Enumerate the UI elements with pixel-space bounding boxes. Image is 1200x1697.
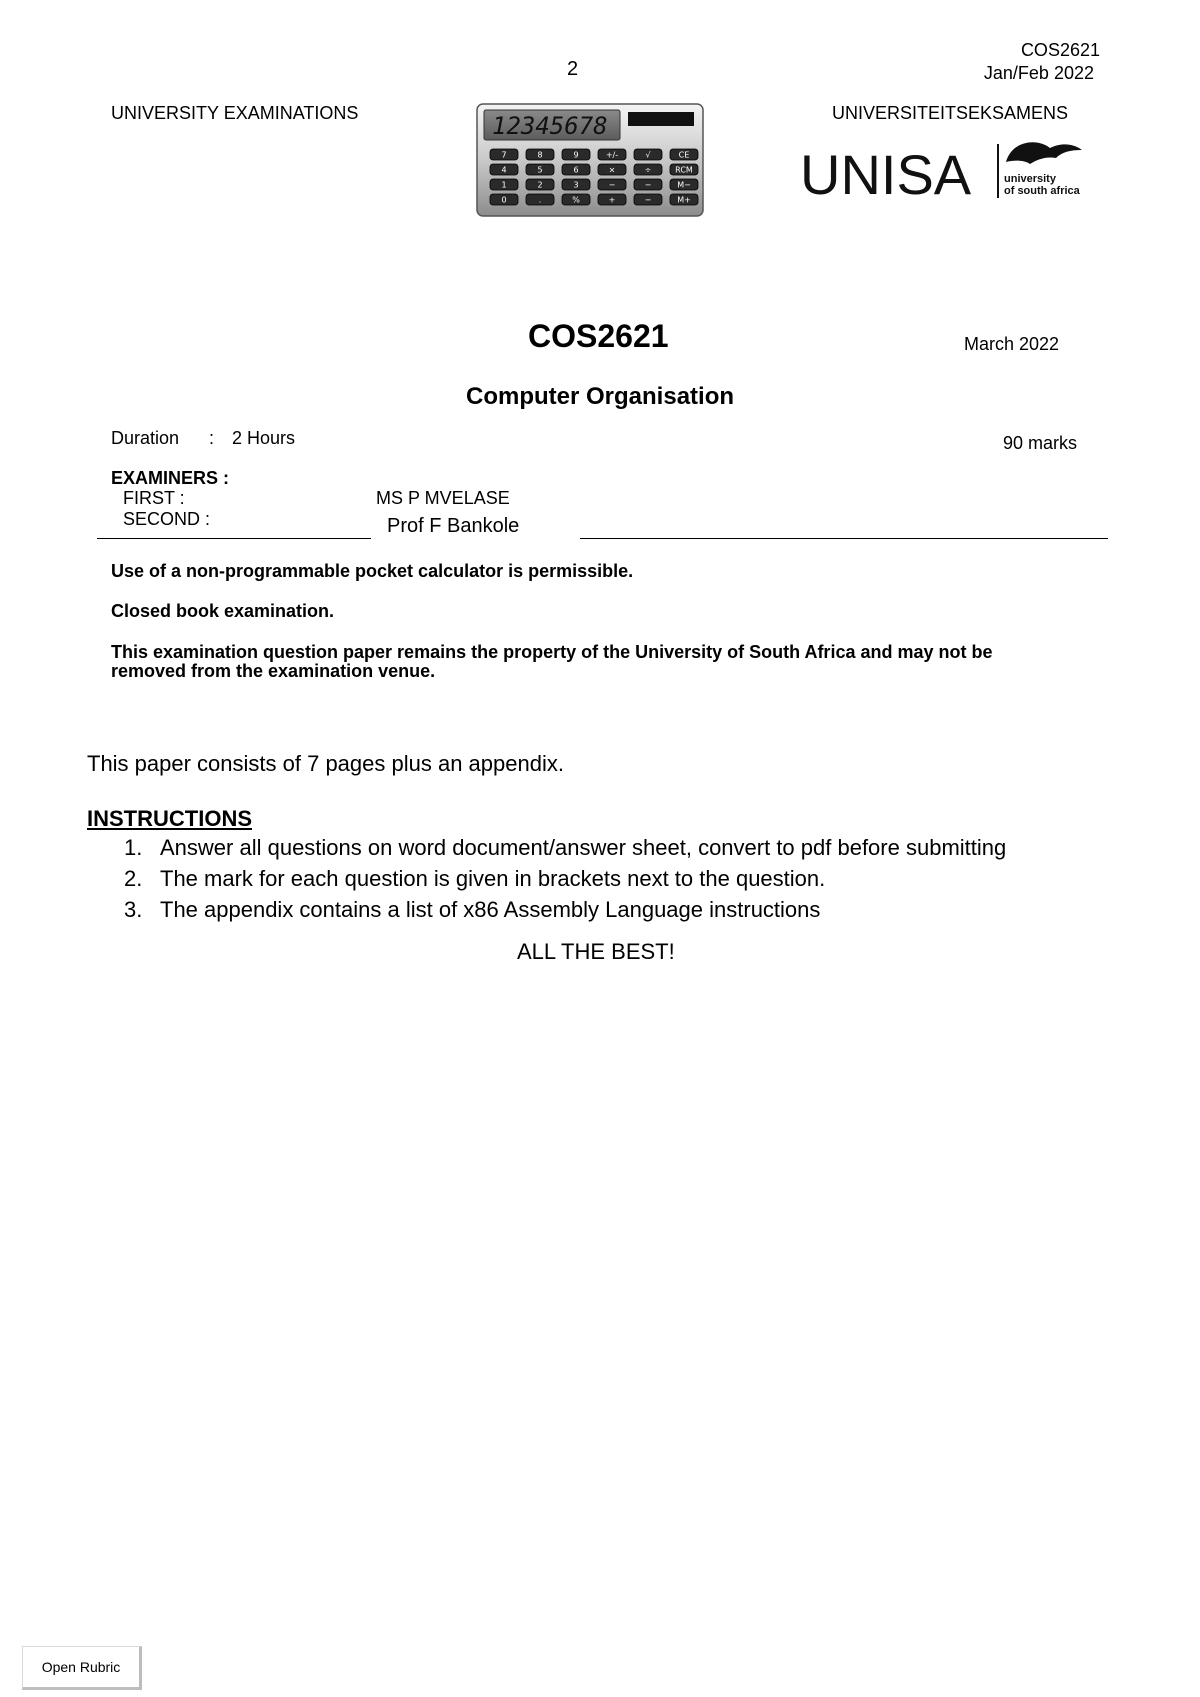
closed-book-rule: Closed book examination. [111,601,335,621]
calculator-rule: Use of a non-programmable pocket calculator is permissible. [111,561,634,581]
instruction-item [118,894,1006,925]
svg-text:6: 6 [573,165,579,175]
svg-text:+/-: +/- [605,150,619,160]
svg-text:0: 0 [501,195,507,205]
calculator-key [526,149,554,160]
instructions-list [118,832,1006,925]
calculator-key [490,194,518,205]
calculator-key [670,194,698,205]
svg-text:1: 1 [501,180,507,190]
svg-text:4: 4 [501,165,507,175]
instruction-item [118,863,1006,894]
svg-text:7: 7 [501,150,507,160]
calculator-key [526,179,554,190]
svg-text:CE: CE [678,150,690,160]
examiners-heading: EXAMINERS : [111,468,230,488]
calculator-key [670,164,698,175]
instruction-text: Answer all questions on word document/answer sheet, convert to pdf before submitting [160,835,1007,860]
calculator-key [670,149,698,160]
calculator-key [598,164,626,175]
instruction-number: 2. [124,866,143,891]
svg-text:5: 5 [537,165,543,175]
duration-separator: : [209,428,215,448]
instruction-item [118,832,1006,863]
calculator-key [634,164,662,175]
svg-text:.: . [538,195,542,205]
instructions-heading: INSTRUCTIONS [87,806,252,831]
svg-text:RCM: RCM [675,165,693,175]
svg-text:−: − [644,180,652,190]
svg-text:÷: ÷ [644,165,652,175]
first-examiner-label: FIRST : [123,488,185,508]
svg-text:√: √ [645,150,651,160]
calculator-key [634,149,662,160]
unisa-wordmark: UNISA [800,143,972,202]
divider-left [97,538,371,539]
exam-code: COS2621 [528,318,669,354]
property-rule-line1: This examination question paper remains the property of the University of South Africa and may not be [111,642,993,662]
calculator-key [490,164,518,175]
exam-title: Computer Organisation [466,383,735,410]
calculator-key [634,194,662,205]
calculator-key [670,179,698,190]
instruction-number: 1. [124,835,143,860]
pages-note: This paper consists of 7 pages plus an appendix. [87,751,564,776]
calculator-key [598,179,626,190]
calculator-key [562,194,590,205]
calculator-key [634,179,662,190]
universiteitseksamens-heading: UNIVERSITEITSEKSAMENS [832,103,1069,123]
closing-message: ALL THE BEST! [517,939,675,964]
logo-tagline-1: university [1004,173,1056,185]
svg-text:8: 8 [537,150,543,160]
page-number: 2 [567,58,579,80]
calculator-icon [476,103,704,217]
svg-text:M−: M− [677,180,691,190]
svg-text:M+: M+ [677,195,691,205]
svg-text:%: % [572,195,580,205]
logo-tagline-2: of south africa [1004,185,1080,197]
second-examiner-name: Prof F Bankole [387,515,520,537]
instruction-number: 3. [124,897,143,922]
bird-icon [1006,142,1082,164]
calculator-key [490,179,518,190]
calculator-key [562,149,590,160]
calculator-key [562,179,590,190]
property-rule-line2: removed from the examination venue. [111,661,436,681]
calculator-key [526,164,554,175]
total-marks: 90 marks [1003,433,1078,453]
first-examiner-name: MS P MVELASE [376,488,510,508]
svg-text:2: 2 [537,180,543,190]
calculator-key [598,149,626,160]
second-examiner-label: SECOND : [123,509,211,529]
svg-text:−: − [608,180,616,190]
divider-right [580,538,1108,539]
svg-text:+: + [608,195,616,205]
calculator-display: 12345678 [492,112,608,140]
instruction-text: The mark for each question is given in brackets next to the question. [160,866,826,891]
svg-text:3: 3 [573,180,579,190]
svg-text:−: − [644,195,652,205]
calculator-key [598,194,626,205]
svg-text:9: 9 [573,150,579,160]
calculator-key [562,164,590,175]
open-rubric-button[interactable]: Open Rubric [22,1646,142,1690]
svg-text:×: × [608,165,616,175]
duration-label: Duration [111,428,180,448]
calculator-key [526,194,554,205]
university-examinations-heading: UNIVERSITY EXAMINATIONS [111,103,359,123]
duration-value: 2 Hours [232,428,296,448]
unisa-logo [800,138,1084,202]
header-course-code: COS2621 [1020,40,1100,60]
calculator-key [490,149,518,160]
exam-date: March 2022 [964,334,1060,354]
instruction-text: The appendix contains a list of x86 Assembly Language instructions [160,897,821,922]
header-session: Jan/Feb 2022 [983,63,1094,83]
